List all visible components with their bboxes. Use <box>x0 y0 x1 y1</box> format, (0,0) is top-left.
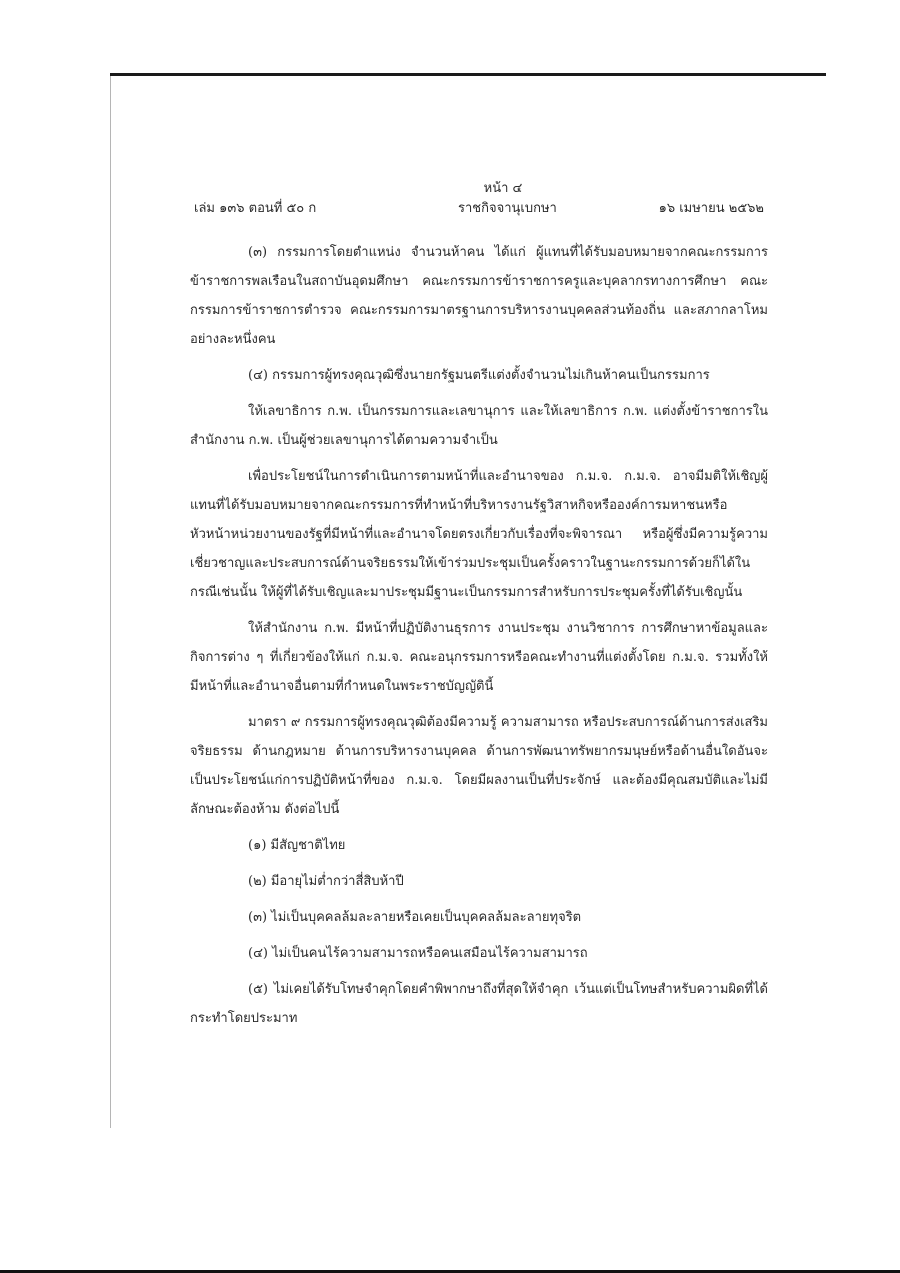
list-item: (๔) ไม่เป็นคนไร้ความสามารถหรือคนเสมือนไร้ความสามารถ <box>248 946 588 961</box>
list-item: (๕) ไม่เคยได้รับโทษจำคุกโดยคำพิพากษาถึงที่สุดให้จำคุก เว้นแต่เป็นโทษสำหรับความผิดที่ได้กระทำโดยประมาท <box>190 982 768 1026</box>
top-border-line <box>110 73 826 76</box>
paragraph: ให้เลขาธิการ ก.พ. เป็นกรรมการและเลขานุการ และให้เลขาธิการ ก.พ. แต่งตั้งข้าราชการในสำนักงาน ก.พ. เป็นผู้ช่วยเลขานุการได้ตามความจำเป็น <box>190 404 768 448</box>
list-item: (๓) ไม่เป็นบุคคลล้มละลายหรือเคยเป็นบุคคลล้มละลายทุจริต <box>248 910 582 925</box>
document-page <box>180 180 770 1040</box>
list-item: (๑) มีสัญชาติไทย <box>248 838 346 853</box>
page-number: หน้า ๔ <box>483 181 523 196</box>
paragraph: (๔) กรรมการผู้ทรงคุณวุฒิซึ่งนายกรัฐมนตรีแต่งตั้งจำนวนไม่เกินห้าคนเป็นกรรมการ <box>248 368 710 383</box>
left-margin-line <box>110 76 111 1128</box>
gazette-header <box>180 200 770 218</box>
paragraph: เพื่อประโยชน์ในการดำเนินการตามหน้าที่และอำนาจของ ก.ม.จ. ก.ม.จ. อาจมีมติให้เชิญผู้แทนที่ได้รับมอบหมายจากคณะกรรมการที่ทำหน้าที่บริหารงานรัฐวิสาหกิจหรือองค์การมหาชนหรือหัวหน้าหน่วยงานของรัฐที่มีหน้าที่และอำนาจโดยตรงเกี่ยวกับเรื่องที่จะพิจารณา หรือผู้ซึ่งมีความรู้ความเชี่ยวชาญและประสบการณ์ด้านจริยธรรมให้เข้าร่วมประชุมเป็นครั้งคราวในฐานะกรรมการด้วยก็ได้ในกรณีเช่นนั้น ให้ผู้ที่ได้รับเชิญและมาประชุมมีฐานะเป็นกรรมการสำหรับการประชุมครั้งที่ได้รับเชิญนั้น <box>190 469 768 600</box>
paragraph: ให้สำนักงาน ก.พ. มีหน้าที่ปฏิบัติงานธุรการ งานประชุม งานวิชาการ การศึกษาหาข้อมูลและกิจการต่าง ๆ ที่เกี่ยวข้องให้แก่ ก.ม.จ. คณะอนุกรรมการหรือคณะทำงานที่แต่งตั้งโดย ก.ม.จ. รวมทั้งให้มีหน้าที่และอำนาจอื่นตามที่กำหนดในพระราชบัญญัตินี้ <box>190 621 768 694</box>
document-body <box>180 238 770 1033</box>
list-item: (๒) มีอายุไม่ต่ำกว่าสี่สิบห้าปี <box>248 874 404 889</box>
volume-issue: เล่ม ๑๓๖ ตอนที่ ๕๐ ก <box>194 201 317 216</box>
paragraph: (๓) กรรมการโดยตำแหน่ง จำนวนห้าคน ได้แก่ ผู้แทนที่ได้รับมอบหมายจากคณะกรรมการข้าราชการพลเรือนในสถาบันอุดมศึกษา คณะกรรมการข้าราชการครูและบุคลากรทางการศึกษา คณะกรรมการข้าราชการตำรวจ คณะกรรมการมาตรฐานการบริหารงานบุคคลส่วนท้องถิ่น และสภากลาโหม อย่างละหนึ่งคน <box>190 245 768 347</box>
publication-date: ๑๖ เมษายน ๒๕๖๒ <box>658 201 764 216</box>
section-9-paragraph: มาตรา ๙ กรรมการผู้ทรงคุณวุฒิต้องมีความรู้ ความสามารถ หรือประสบการณ์ด้านการส่งเสริมจริยธรรม ด้านกฎหมาย ด้านการบริหารงานบุคคล ด้านการพัฒนาทรัพยากรมนุษย์หรือด้านอื่นใดอันจะเป็นประโยชน์แก่การปฏิบัติหน้าที่ของ ก.ม.จ. โดยมีผลงานเป็นที่ประจักษ์ และต้องมีคุณสมบัติและไม่มีลักษณะต้องห้าม ดังต่อไปนี้ <box>190 715 768 817</box>
gazette-title: ราชกิจจานุเบกษา <box>458 201 557 216</box>
